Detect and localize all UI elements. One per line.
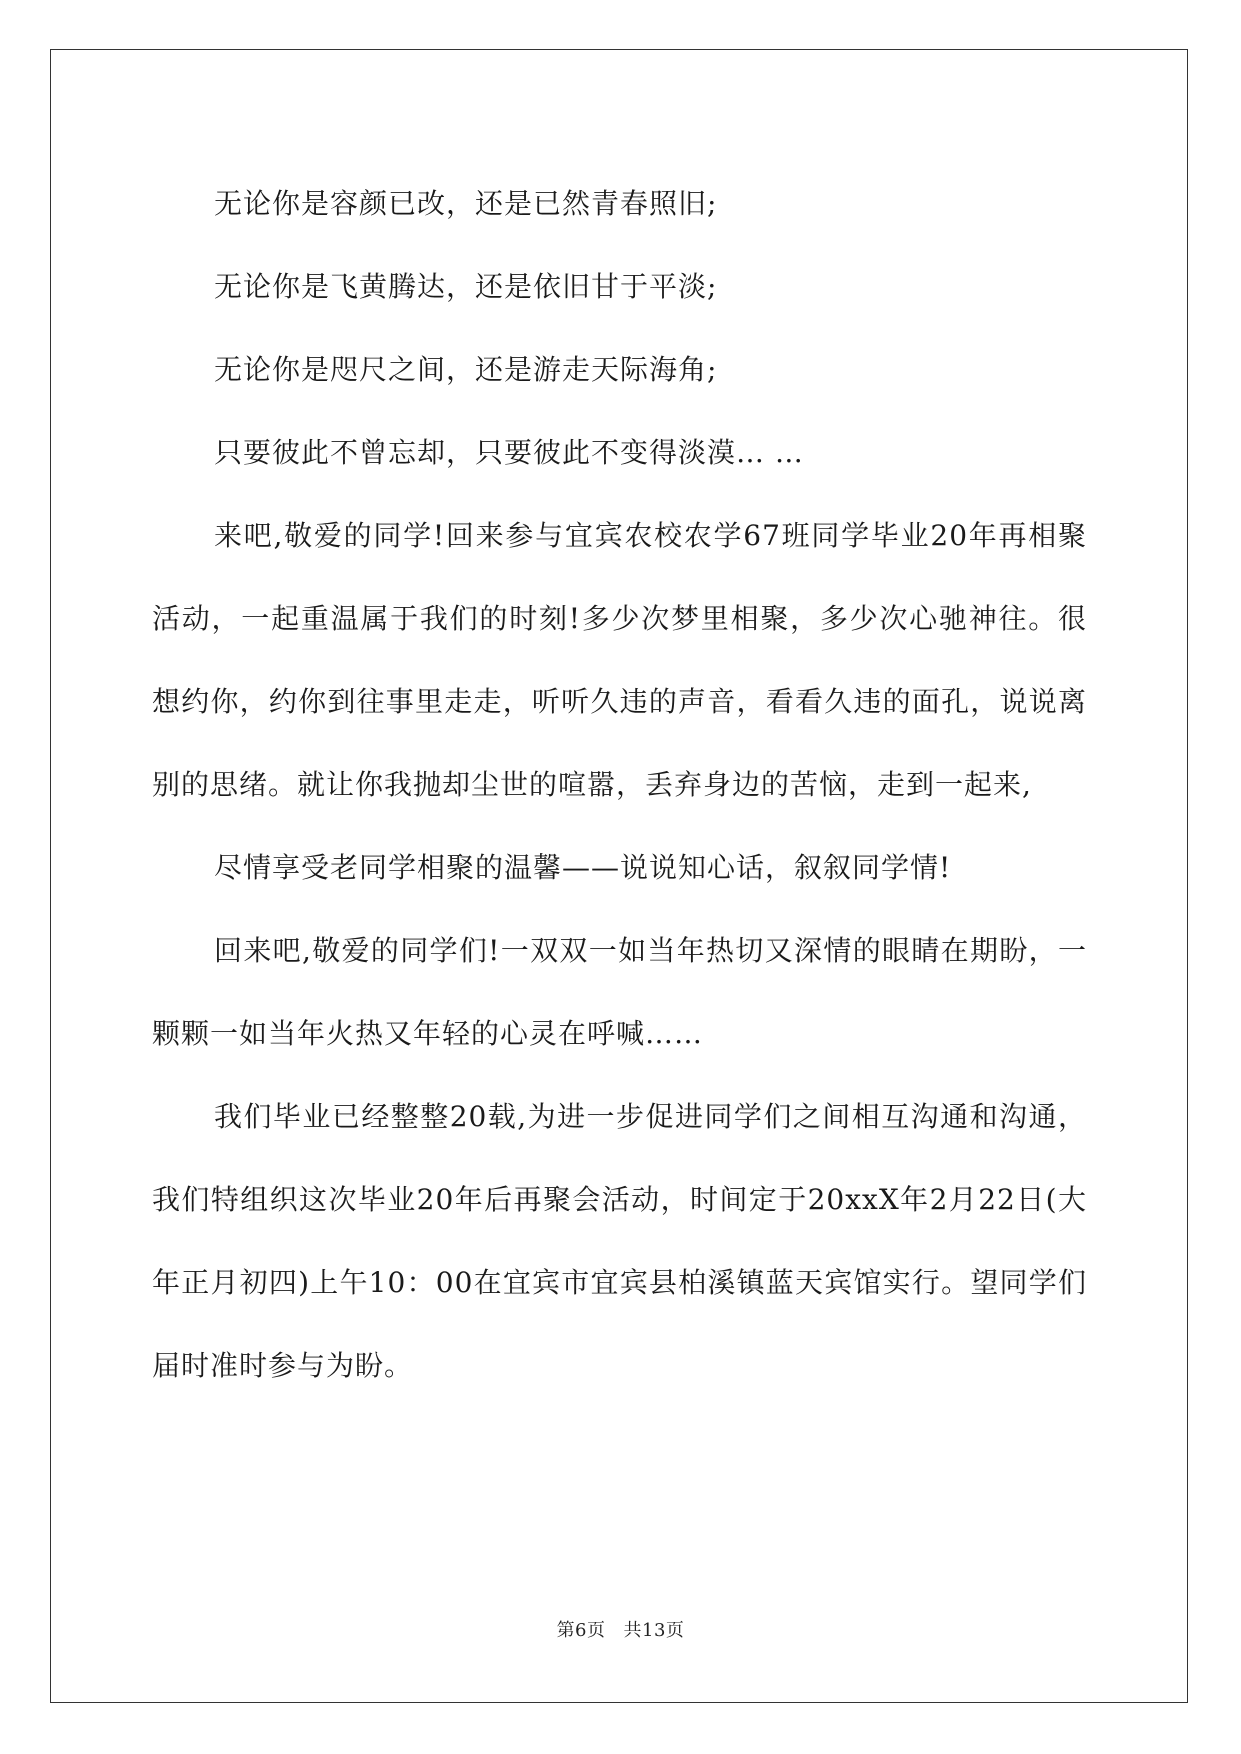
paragraph-7: 回来吧,敬爱的同学们!一双双一如当年热切又深情的眼睛在期盼，一颗颗一如当年火热又年轻的心灵在呼喊……: [152, 934, 1087, 1050]
page-number-current: 第6页: [556, 1620, 606, 1641]
page-footer: [0, 1616, 1241, 1642]
paragraph-2: 无论你是飞黄腾达，还是依旧甘于平淡;: [214, 270, 718, 303]
paragraph-8: 我们毕业已经整整20载,为进一步促进同学们之间相互沟通和沟通，我们特组织这次毕业20年后再聚会活动，时间定于20xxX年2月22日(大年正月初四)上午10：00在宜宾市宜宾县柏溪镇蓝天宾馆实行。望同学们届时准时参与为盼。: [152, 1100, 1087, 1382]
paragraph-3: 无论你是咫尺之间，还是游走天际海角;: [214, 353, 718, 386]
page-number-total: 共13页: [623, 1620, 685, 1641]
paragraph-4: 只要彼此不曾忘却，只要彼此不变得淡漠… …: [214, 436, 804, 469]
paragraph-1: 无论你是容颜已改，还是已然青春照旧;: [214, 187, 718, 220]
paragraph-5: 来吧,敬爱的同学!回来参与宜宾农校农学67班同学毕业20年再相聚活动，一起重温属于我们的时刻!多少次梦里相聚，多少次心驰神往。很想约你，约你到往事里走走，听听久违的声音，看看久违的面孔，说说离别的思绪。就让你我抛却尘世的喧嚣，丢弃身边的苦恼，走到一起来,: [152, 519, 1087, 801]
document-body: [152, 162, 1087, 1407]
paragraph-6: 尽情享受老同学相聚的温馨——说说知心话，叙叙同学情!: [214, 851, 952, 884]
